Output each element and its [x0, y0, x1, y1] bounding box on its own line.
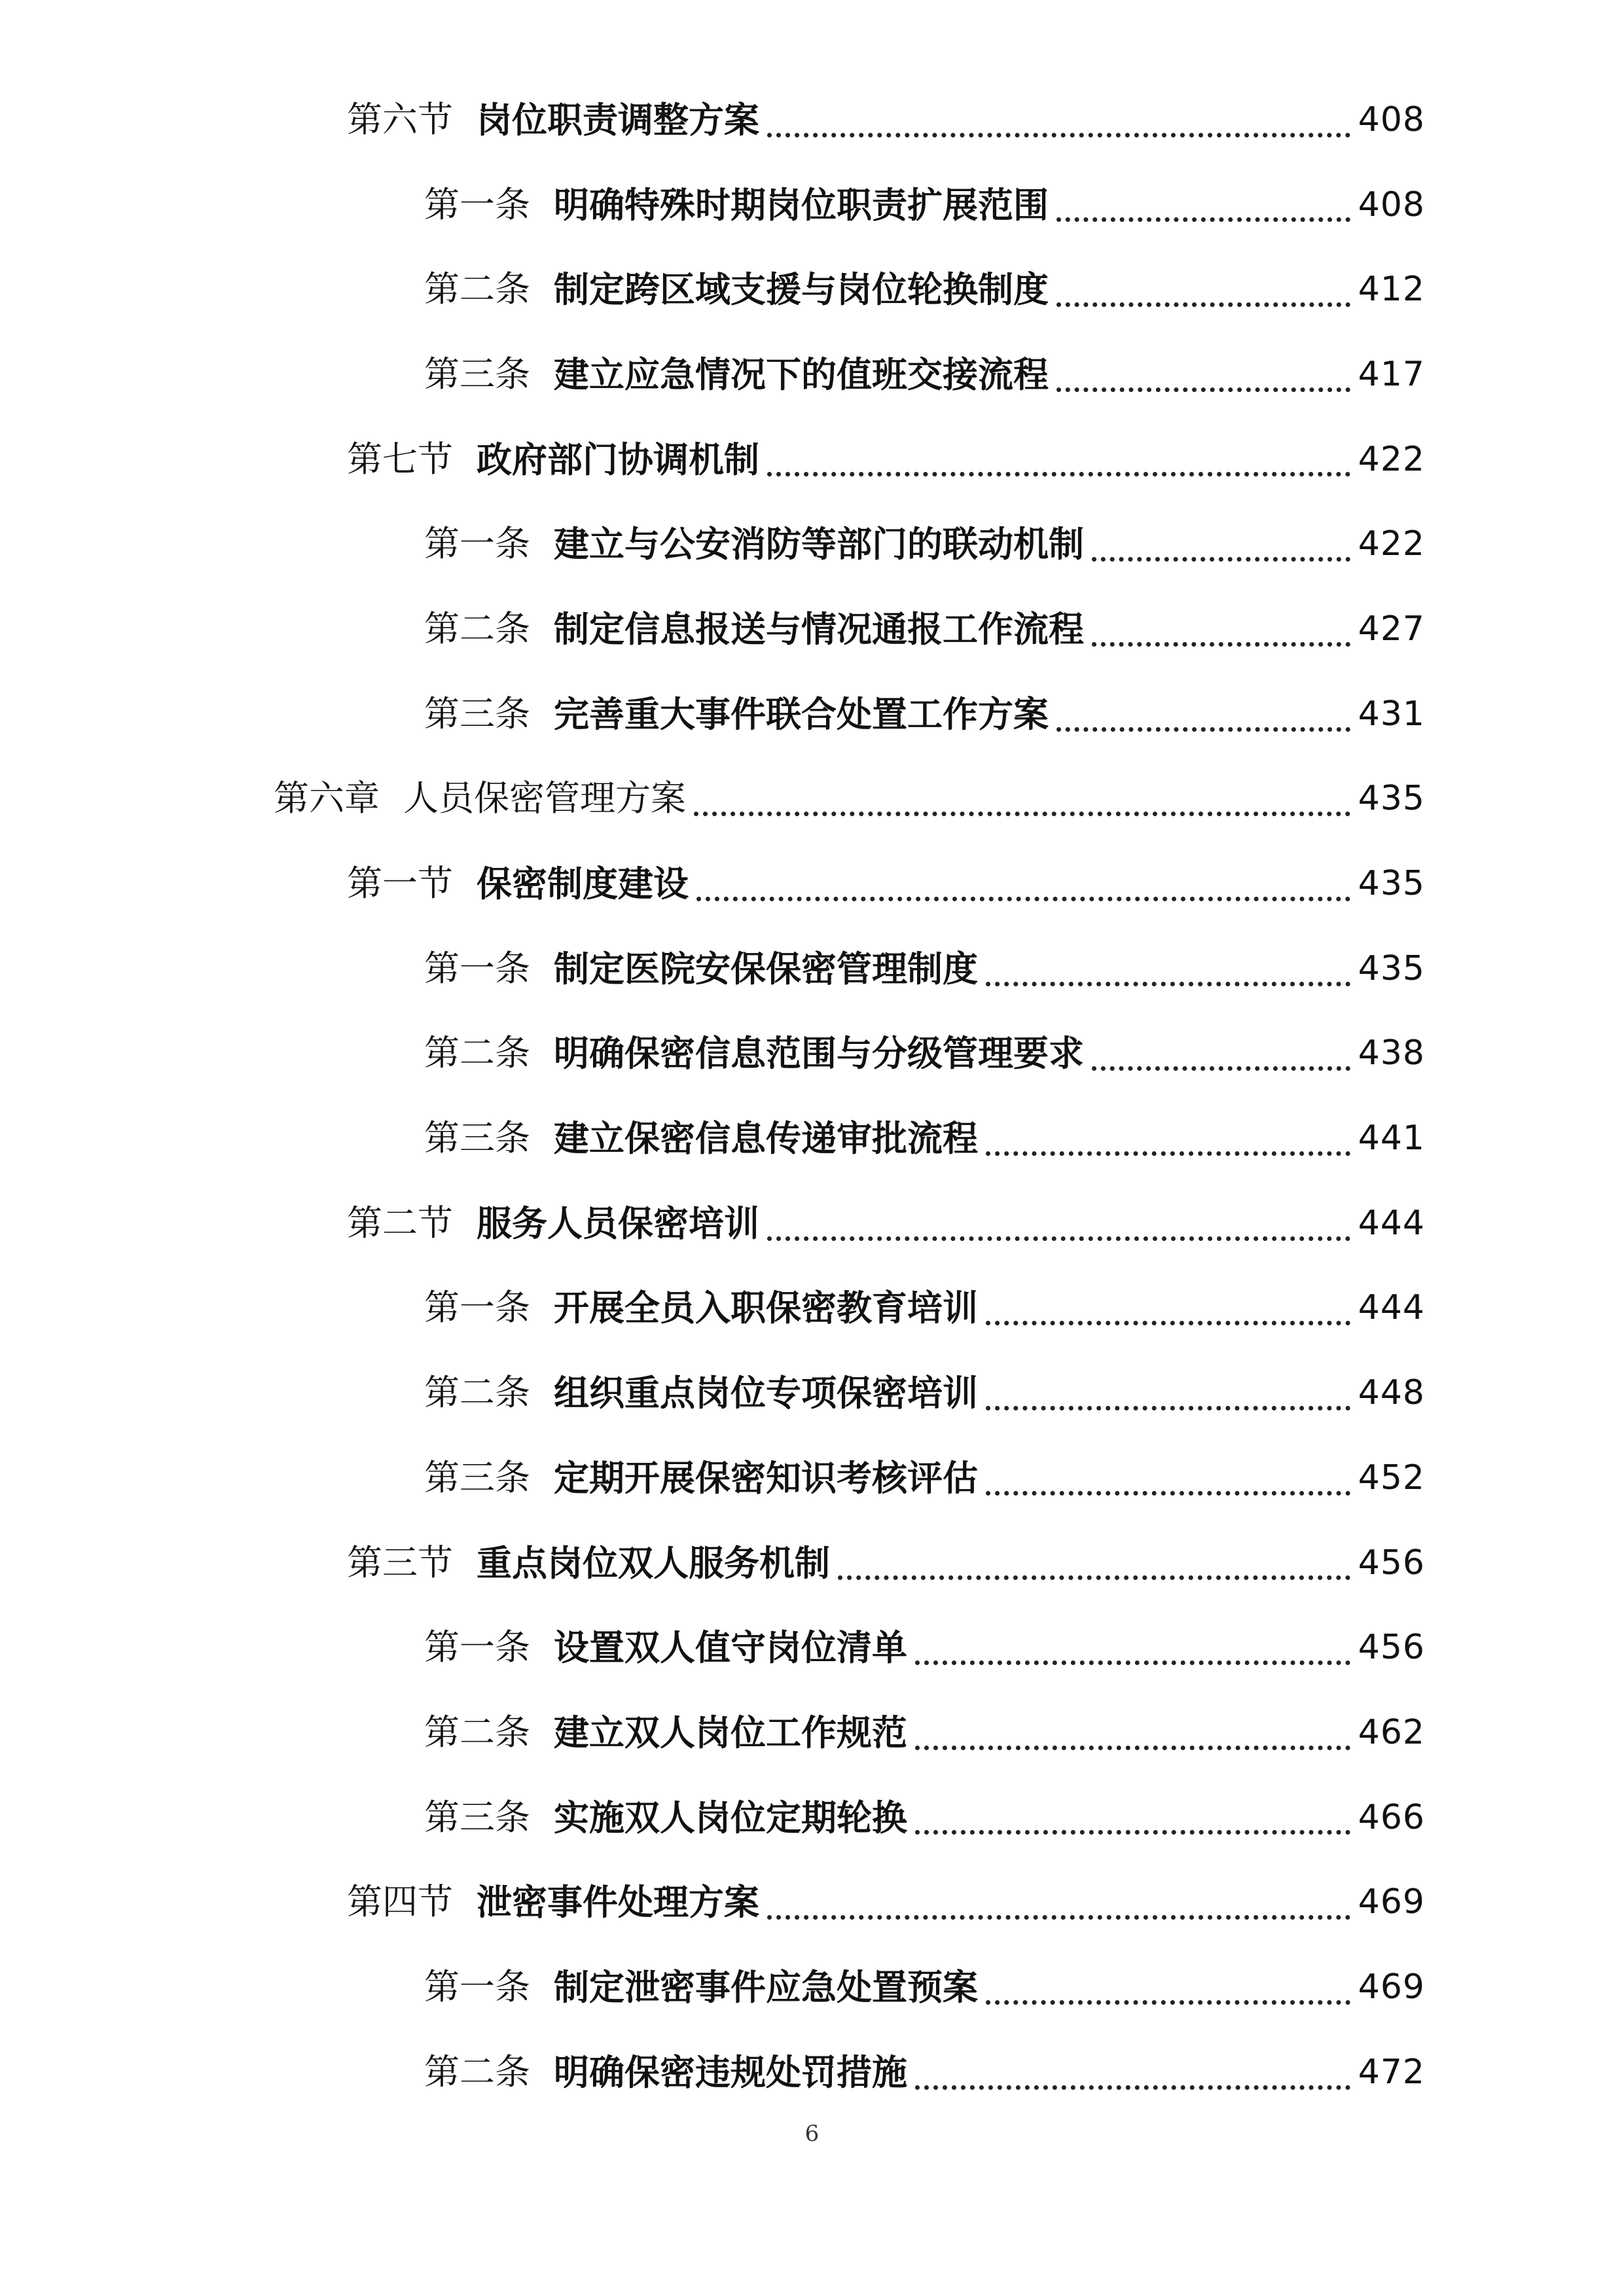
dot-leader — [986, 982, 1350, 986]
dot-leader — [694, 812, 1350, 816]
toc-article-entry[interactable] — [0, 1011, 1624, 1096]
toc-article-entry[interactable] — [0, 332, 1624, 417]
toc-entry-page: 422 — [1358, 439, 1425, 479]
dot-leader — [1056, 727, 1350, 732]
toc-entry-title: 泄密事件处理方案 — [477, 1881, 759, 1924]
toc-section-entry[interactable] — [0, 1520, 1624, 1605]
toc-entry-label — [424, 1711, 907, 1753]
dot-leader — [1056, 217, 1350, 222]
dot-leader — [1056, 387, 1350, 392]
toc-entry-page: 456 — [1358, 1628, 1425, 1668]
toc-entry-label — [347, 863, 689, 905]
toc-entry-title: 开展全员入职保密教育培训 — [554, 1287, 978, 1329]
toc-entry-page: 448 — [1358, 1373, 1425, 1413]
toc-article-entry[interactable] — [0, 586, 1624, 672]
toc-entry-label — [424, 1626, 907, 1669]
toc-entry-page: 408 — [1358, 185, 1425, 224]
toc-entry-title: 设置双人值守岗位清单 — [554, 1626, 907, 1669]
toc-article-entry[interactable] — [0, 1605, 1624, 1690]
toc-article-entry[interactable] — [0, 1775, 1624, 1860]
toc-article-entry[interactable] — [0, 1435, 1624, 1520]
toc-entry-number: 第二条 — [424, 1711, 530, 1753]
toc-section-entry[interactable] — [0, 1859, 1624, 1945]
toc-chapter-entry[interactable] — [0, 757, 1624, 842]
dot-leader — [838, 1575, 1350, 1580]
toc-entry-label — [424, 692, 1049, 735]
toc-entry-title: 人员保密管理方案 — [403, 778, 686, 819]
table-of-contents — [0, 77, 1624, 2115]
toc-entry-page: 431 — [1358, 694, 1425, 734]
toc-entry-label — [424, 353, 1049, 395]
toc-entry-label — [347, 98, 759, 141]
toc-article-entry[interactable] — [0, 247, 1624, 332]
toc-entry-page: 438 — [1358, 1033, 1425, 1073]
toc-entry-page: 466 — [1358, 1797, 1425, 1837]
toc-article-entry[interactable] — [0, 1945, 1624, 2030]
dot-leader — [1056, 302, 1350, 307]
toc-entry-title: 实施双人岗位定期轮换 — [554, 1796, 907, 1839]
toc-entry-page: 427 — [1358, 609, 1425, 649]
toc-entry-title: 制定信息报送与情况通报工作流程 — [554, 607, 1084, 650]
dot-leader — [915, 2085, 1350, 2090]
toc-entry-title: 重点岗位双人服务机制 — [477, 1541, 830, 1584]
toc-entry-title: 制定泄密事件应急处置预案 — [554, 1965, 978, 2008]
toc-entry-number: 第三节 — [347, 1541, 453, 1583]
toc-entry-number: 第四节 — [347, 1881, 453, 1923]
toc-entry-page: 412 — [1358, 270, 1425, 310]
dot-leader — [1092, 1066, 1350, 1071]
toc-entry-page: 469 — [1358, 1967, 1425, 2007]
toc-section-entry[interactable] — [0, 77, 1624, 162]
toc-entry-title: 保密制度建设 — [477, 863, 689, 905]
toc-entry-label — [347, 1541, 830, 1584]
toc-entry-number: 第六节 — [347, 98, 453, 140]
toc-section-entry[interactable] — [0, 417, 1624, 502]
dot-leader — [915, 1660, 1350, 1665]
toc-entry-number: 第二节 — [347, 1202, 453, 1244]
toc-entry-title: 明确保密信息范围与分级管理要求 — [554, 1032, 1084, 1075]
dot-leader — [767, 472, 1350, 476]
toc-article-entry[interactable] — [0, 1690, 1624, 1775]
dot-leader — [915, 1746, 1350, 1750]
toc-entry-title: 制定医院安保保密管理制度 — [554, 947, 978, 990]
toc-entry-label — [424, 268, 1049, 311]
toc-entry-label — [347, 438, 759, 480]
toc-article-entry[interactable] — [0, 2030, 1624, 2115]
toc-entry-label — [424, 607, 1084, 650]
page-number: 6 — [804, 2121, 820, 2147]
toc-article-entry[interactable] — [0, 1096, 1624, 1181]
toc-entry-number: 第三条 — [424, 692, 530, 734]
toc-entry-title: 制定跨区域支援与岗位轮换制度 — [554, 268, 1049, 311]
toc-entry-label — [424, 183, 1049, 226]
toc-entry-title: 建立与公安消防等部门的联动机制 — [554, 523, 1084, 565]
toc-entry-title: 岗位职责调整方案 — [477, 98, 759, 141]
toc-entry-number: 第三条 — [424, 1796, 530, 1838]
toc-section-entry[interactable] — [0, 1181, 1624, 1266]
toc-entry-number: 第二条 — [424, 607, 530, 649]
dot-leader — [986, 1491, 1350, 1496]
toc-entry-page: 417 — [1358, 354, 1425, 394]
toc-section-entry[interactable] — [0, 841, 1624, 926]
dot-leader — [986, 1151, 1350, 1156]
toc-entry-label — [274, 778, 686, 819]
toc-entry-label — [424, 2051, 907, 2093]
toc-entry-number: 第二条 — [424, 1372, 530, 1414]
toc-entry-page: 444 — [1358, 1203, 1425, 1243]
toc-article-entry[interactable] — [0, 672, 1624, 757]
toc-entry-title: 服务人员保密培训 — [477, 1202, 759, 1244]
toc-entry-number: 第二条 — [424, 268, 530, 310]
toc-entry-page: 469 — [1358, 1882, 1425, 1922]
toc-entry-number: 第三条 — [424, 353, 530, 395]
toc-entry-title: 建立双人岗位工作规范 — [554, 1711, 907, 1753]
toc-entry-number: 第一条 — [424, 1965, 530, 2007]
toc-entry-page: 441 — [1358, 1119, 1425, 1158]
toc-entry-label — [424, 523, 1084, 565]
toc-entry-label — [424, 1032, 1084, 1075]
dot-leader — [915, 1830, 1350, 1835]
toc-entry-page: 456 — [1358, 1543, 1425, 1583]
toc-entry-title: 明确特殊时期岗位职责扩展范围 — [554, 183, 1049, 226]
toc-entry-page: 435 — [1358, 864, 1425, 904]
toc-entry-title: 完善重大事件联合处置工作方案 — [554, 692, 1049, 735]
dot-leader — [767, 1915, 1350, 1920]
toc-entry-page: 422 — [1358, 524, 1425, 564]
toc-entry-label — [424, 1456, 978, 1499]
toc-article-entry[interactable] — [0, 926, 1624, 1011]
toc-entry-number: 第一条 — [424, 523, 530, 565]
dot-leader — [696, 897, 1350, 901]
toc-entry-title: 定期开展保密知识考核评估 — [554, 1456, 978, 1499]
dot-leader — [767, 1236, 1350, 1241]
dot-leader — [767, 133, 1350, 137]
toc-entry-number: 第二条 — [424, 2051, 530, 2092]
toc-entry-number: 第一条 — [424, 1287, 530, 1329]
toc-entry-number: 第三条 — [424, 1117, 530, 1159]
toc-entry-page: 472 — [1358, 2052, 1425, 2092]
toc-entry-label — [424, 947, 978, 990]
toc-entry-label — [347, 1202, 759, 1244]
dot-leader — [986, 1321, 1350, 1325]
toc-entry-title: 建立保密信息传递审批流程 — [554, 1117, 978, 1160]
toc-article-entry[interactable] — [0, 1266, 1624, 1351]
toc-entry-number: 第三条 — [424, 1456, 530, 1498]
toc-entry-page: 462 — [1358, 1712, 1425, 1752]
dot-leader — [1092, 642, 1350, 647]
toc-entry-page: 435 — [1358, 779, 1425, 819]
toc-entry-label — [347, 1881, 759, 1924]
toc-entry-page: 444 — [1358, 1288, 1425, 1328]
toc-entry-title: 政府部门协调机制 — [477, 438, 759, 480]
toc-article-entry[interactable] — [0, 1350, 1624, 1435]
toc-entry-label — [424, 1965, 978, 2008]
toc-article-entry[interactable] — [0, 162, 1624, 247]
toc-entry-page: 452 — [1358, 1458, 1425, 1498]
toc-entry-number: 第六章 — [274, 778, 380, 819]
dot-leader — [1092, 557, 1350, 562]
dot-leader — [986, 1406, 1350, 1410]
toc-entry-label — [424, 1287, 978, 1329]
toc-entry-title: 建立应急情况下的值班交接流程 — [554, 353, 1049, 395]
toc-entry-number: 第七节 — [347, 438, 453, 480]
toc-entry-number: 第二条 — [424, 1032, 530, 1074]
toc-entry-title: 组织重点岗位专项保密培训 — [554, 1372, 978, 1414]
toc-entry-page: 408 — [1358, 99, 1425, 139]
toc-entry-label — [424, 1796, 907, 1839]
toc-entry-number: 第一条 — [424, 183, 530, 225]
toc-entry-number: 第一条 — [424, 947, 530, 989]
toc-entry-page: 435 — [1358, 948, 1425, 988]
dot-leader — [986, 2000, 1350, 2005]
toc-entry-label — [424, 1117, 978, 1160]
toc-entry-number: 第一条 — [424, 1626, 530, 1668]
toc-entry-number: 第一节 — [347, 863, 453, 905]
toc-entry-title: 明确保密违规处罚措施 — [554, 2051, 907, 2093]
toc-article-entry[interactable] — [0, 501, 1624, 586]
toc-entry-label — [424, 1372, 978, 1414]
